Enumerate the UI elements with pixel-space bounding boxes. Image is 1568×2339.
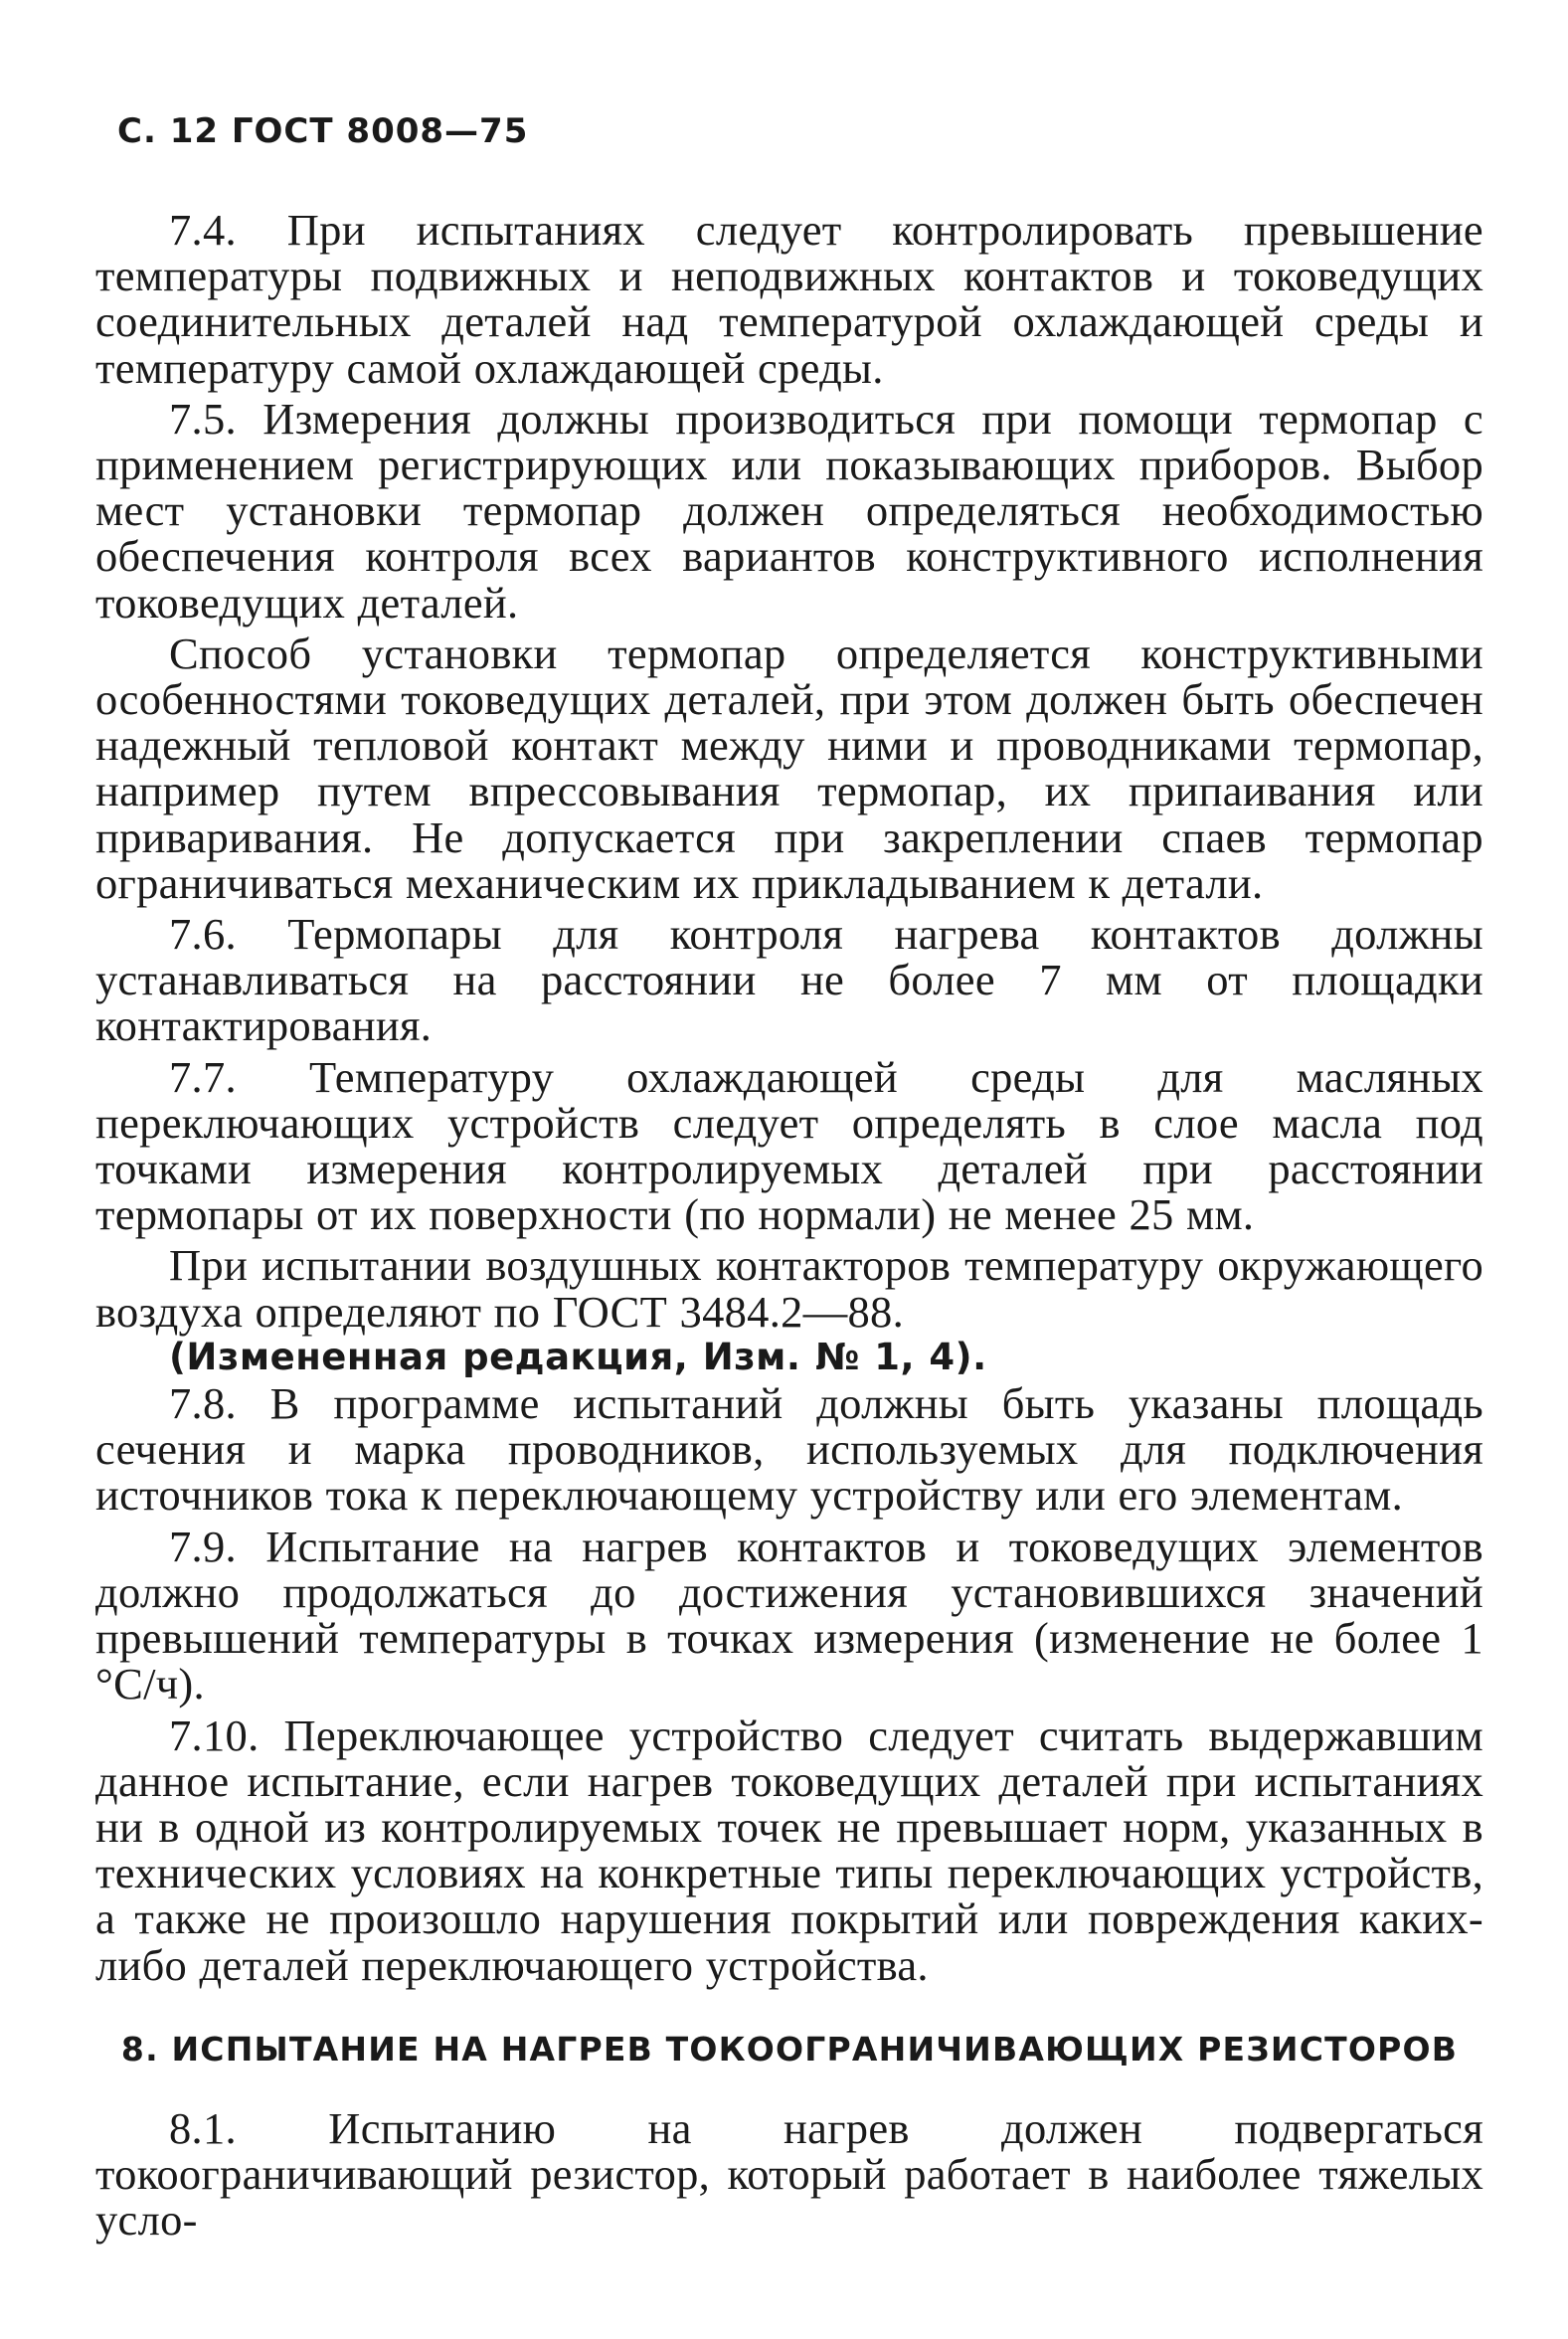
paragraph-7-10: 7.10. Переключающее устройство следует считать выдержавшим данное испытание, если нагрев токоведущих деталей при испытаниях ни в одной из контролируемых точек не превышает норм, указанных в технических условиях на конкретные типы переключающих устройств, а также не произошло нарушения покрытий или повреждения каких-либо деталей переключающего устройства. (95, 1709, 1483, 1990)
amendment-note: (Измененная редакция, Изм. № 1, 4). (169, 1335, 987, 1378)
paragraph-7-4: 7.4. При испытаниях следует контролировать превышение температуры подвижных и неподвижных контактов и токоведущих соединительных деталей над температурой охлаждающей среды и температуру самой охлаждающей среды. (95, 205, 1483, 393)
document-body (95, 205, 1483, 2246)
running-header: С. 12 ГОСТ 8008—75 (117, 111, 529, 151)
paragraph-7-5: 7.5. Измерения должны производиться при помощи термопар с применением регистрирующих или показывающих приборов. Выбор мест установки термопар должен определяться необходимостью обеспечения контроля всех вариантов конструктивного исполнения токоведущих деталей. (95, 393, 1483, 628)
paragraph-7-8: 7.8. В программе испытаний должны быть указаны площадь сечения и марка проводников, используемых для подключения источников тока к переключающему устройству или его элементам. (95, 1378, 1483, 1521)
paragraph-7-7-continued: При испытании воздушных контакторов температуру окружающего воздуха определяют по ГОСТ 3484.2—88. (95, 1240, 1483, 1337)
section-8-heading: 8. ИСПЫТАНИЕ НА НАГРЕВ ТОКООГРАНИЧИВАЮЩИХ РЕЗИСТОРОВ (120, 2029, 1459, 2069)
paragraph-8-1: 8.1. Испытанию на нагрев должен подвергаться токоограничивающий резистор, который работает в наиболее тяжелых усло- (95, 2102, 1483, 2246)
paragraph-7-5-continued: Способ установки термопар определяется конструктивными особенностями токоведущих деталей, при этом должен быть обеспечен надежный тепловой контакт между ними и проводниками термопар, например путем впрессовывания термопар, их припаивания или приваривания. Не допускается при закреплении спаев термопар ограничиваться механическим их прикладыванием к детали. (95, 628, 1483, 908)
paragraph-7-6: 7.6. Термопары для контроля нагрева контактов должны устанавливаться на расстоянии не более 7 мм от площадки контактирования. (95, 909, 1483, 1051)
paragraph-7-9: 7.9. Испытание на нагрев контактов и токоведущих элементов должно продолжаться до достижения установившихся значений превышений температуры в точках измерения (изменение не более 1 °С/ч). (95, 1521, 1483, 1709)
paragraph-7-7: 7.7. Температуру охлаждающей среды для масляных переключающих устройств следует определять в слое масла под точками измерения контролируемых деталей при расстоянии термопары от их поверхности (по нормали) не менее 25 мм. (95, 1051, 1483, 1240)
